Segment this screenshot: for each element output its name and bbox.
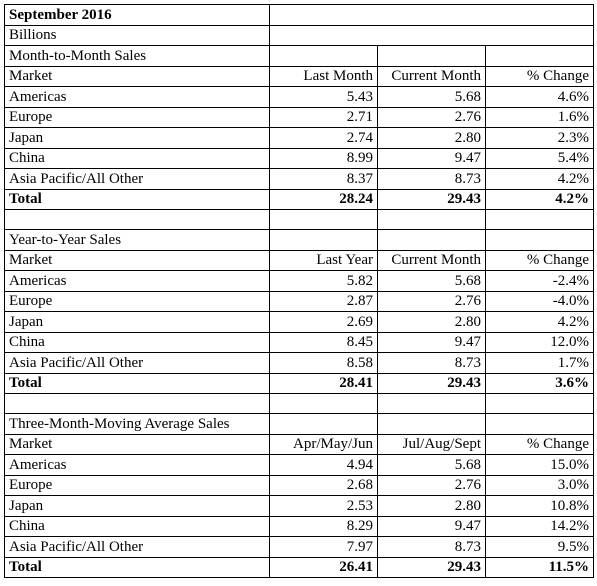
value-cell: 5.82 bbox=[270, 271, 378, 292]
table-row bbox=[5, 169, 594, 190]
table-row bbox=[5, 107, 594, 128]
column-header-row bbox=[5, 66, 594, 87]
value-cell: 2.76 bbox=[378, 475, 486, 496]
change-cell: 15.0% bbox=[486, 455, 594, 476]
value-cell: 2.76 bbox=[378, 107, 486, 128]
spacer-row bbox=[5, 210, 594, 230]
column-header: Jul/Aug/Sept bbox=[378, 434, 486, 455]
value-cell: 7.97 bbox=[270, 537, 378, 558]
section-heading: Month-to-Month Sales bbox=[5, 46, 270, 67]
market-cell: Americas bbox=[5, 271, 270, 292]
change-cell: 4.6% bbox=[486, 87, 594, 108]
column-header: Apr/May/Jun bbox=[270, 434, 378, 455]
value-cell: 8.99 bbox=[270, 148, 378, 169]
value-cell: 2.53 bbox=[270, 496, 378, 517]
value-cell: 2.80 bbox=[378, 496, 486, 517]
value-cell: 2.87 bbox=[270, 291, 378, 312]
change-cell: 5.4% bbox=[486, 148, 594, 169]
market-cell: Asia Pacific/All Other bbox=[5, 169, 270, 190]
value-cell: 5.43 bbox=[270, 87, 378, 108]
market-cell: China bbox=[5, 516, 270, 537]
total-value: 29.43 bbox=[378, 373, 486, 394]
table-title: September 2016 bbox=[5, 5, 270, 26]
column-header: Market bbox=[5, 434, 270, 455]
table-row bbox=[5, 332, 594, 353]
column-header-row bbox=[5, 250, 594, 271]
total-change: 4.2% bbox=[486, 189, 594, 210]
change-cell: 10.8% bbox=[486, 496, 594, 517]
change-cell: -4.0% bbox=[486, 291, 594, 312]
change-cell: 14.2% bbox=[486, 516, 594, 537]
table-row bbox=[5, 496, 594, 517]
column-header: Last Year bbox=[270, 250, 378, 271]
value-cell: 9.47 bbox=[378, 516, 486, 537]
table-row bbox=[5, 87, 594, 108]
change-cell: 2.3% bbox=[486, 128, 594, 149]
market-cell: Japan bbox=[5, 128, 270, 149]
change-cell: 1.7% bbox=[486, 353, 594, 374]
value-cell: 2.74 bbox=[270, 128, 378, 149]
column-header: % Change bbox=[486, 250, 594, 271]
value-cell: 8.73 bbox=[378, 353, 486, 374]
market-cell: Europe bbox=[5, 291, 270, 312]
total-value: 28.41 bbox=[270, 373, 378, 394]
column-header: Current Month bbox=[378, 250, 486, 271]
value-cell: 2.80 bbox=[378, 128, 486, 149]
total-label: Total bbox=[5, 189, 270, 210]
total-value: 29.43 bbox=[378, 557, 486, 578]
table-row bbox=[5, 455, 594, 476]
change-cell: 4.2% bbox=[486, 312, 594, 333]
value-cell: 5.68 bbox=[378, 271, 486, 292]
table-row bbox=[5, 271, 594, 292]
total-change: 11.5% bbox=[486, 557, 594, 578]
sales-table bbox=[4, 4, 594, 578]
total-change: 3.6% bbox=[486, 373, 594, 394]
table-row bbox=[5, 475, 594, 496]
value-cell: 5.68 bbox=[378, 87, 486, 108]
column-header: % Change bbox=[486, 66, 594, 87]
value-cell: 2.71 bbox=[270, 107, 378, 128]
table-row bbox=[5, 353, 594, 374]
spacer-row bbox=[5, 394, 594, 414]
market-cell: Americas bbox=[5, 455, 270, 476]
table-row bbox=[5, 312, 594, 333]
market-cell: China bbox=[5, 148, 270, 169]
section-heading-row bbox=[5, 414, 594, 435]
market-cell: Americas bbox=[5, 87, 270, 108]
table-row bbox=[5, 291, 594, 312]
total-label: Total bbox=[5, 373, 270, 394]
market-cell: Asia Pacific/All Other bbox=[5, 353, 270, 374]
value-cell: 8.45 bbox=[270, 332, 378, 353]
column-header: Last Month bbox=[270, 66, 378, 87]
market-cell: Japan bbox=[5, 312, 270, 333]
value-cell: 8.73 bbox=[378, 537, 486, 558]
total-row bbox=[5, 189, 594, 210]
change-cell: 1.6% bbox=[486, 107, 594, 128]
value-cell: 9.47 bbox=[378, 148, 486, 169]
table-row bbox=[5, 128, 594, 149]
change-cell: 4.2% bbox=[486, 169, 594, 190]
change-cell: -2.4% bbox=[486, 271, 594, 292]
column-header: Market bbox=[5, 250, 270, 271]
section-heading-row bbox=[5, 46, 594, 67]
value-cell: 9.47 bbox=[378, 332, 486, 353]
value-cell: 2.69 bbox=[270, 312, 378, 333]
total-row bbox=[5, 557, 594, 578]
units-row bbox=[5, 25, 594, 46]
value-cell: 8.73 bbox=[378, 169, 486, 190]
column-header: Current Month bbox=[378, 66, 486, 87]
market-cell: China bbox=[5, 332, 270, 353]
market-cell: Europe bbox=[5, 107, 270, 128]
total-value: 26.41 bbox=[270, 557, 378, 578]
value-cell: 8.37 bbox=[270, 169, 378, 190]
column-header-row bbox=[5, 434, 594, 455]
value-cell: 2.80 bbox=[378, 312, 486, 333]
table-row bbox=[5, 537, 594, 558]
total-value: 28.24 bbox=[270, 189, 378, 210]
column-header: Market bbox=[5, 66, 270, 87]
market-cell: Asia Pacific/All Other bbox=[5, 537, 270, 558]
market-cell: Japan bbox=[5, 496, 270, 517]
change-cell: 12.0% bbox=[486, 332, 594, 353]
section-heading: Three-Month-Moving Average Sales bbox=[5, 414, 270, 435]
value-cell: 2.76 bbox=[378, 291, 486, 312]
value-cell: 5.68 bbox=[378, 455, 486, 476]
total-value: 29.43 bbox=[378, 189, 486, 210]
value-cell: 8.58 bbox=[270, 353, 378, 374]
column-header: % Change bbox=[486, 434, 594, 455]
change-cell: 9.5% bbox=[486, 537, 594, 558]
table-row bbox=[5, 516, 594, 537]
total-label: Total bbox=[5, 557, 270, 578]
total-row bbox=[5, 373, 594, 394]
title-row bbox=[5, 5, 594, 26]
section-heading: Year-to-Year Sales bbox=[5, 230, 270, 251]
section-heading-row bbox=[5, 230, 594, 251]
change-cell: 3.0% bbox=[486, 475, 594, 496]
value-cell: 2.68 bbox=[270, 475, 378, 496]
value-cell: 4.94 bbox=[270, 455, 378, 476]
units-label: Billions bbox=[5, 25, 270, 46]
table-row bbox=[5, 148, 594, 169]
market-cell: Europe bbox=[5, 475, 270, 496]
value-cell: 8.29 bbox=[270, 516, 378, 537]
